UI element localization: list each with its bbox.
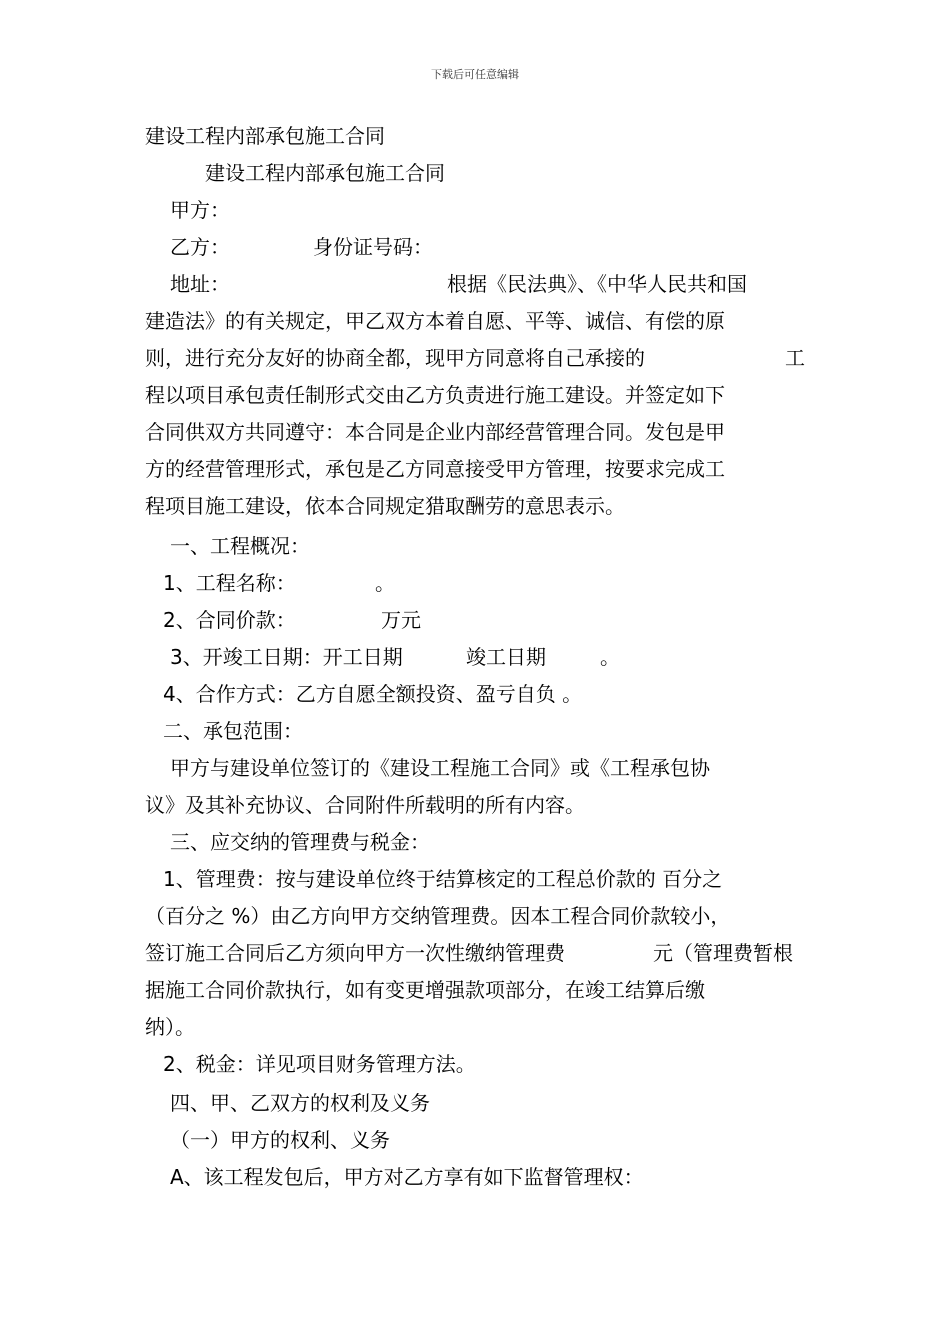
para1-line-6: 方的经营管理形式，承包是乙方同意接受甲方管理，按要求完成工	[145, 457, 725, 481]
scope-line-1: 甲方与建设单位签订的《建设工程施工合同》或《工程承包协	[170, 756, 710, 780]
fee-line-3-text: 签订施工合同后乙方须向甲方一次性缴纳管理费	[145, 941, 565, 965]
item1-end: 。	[375, 571, 395, 595]
para1-line-4: 程以项目承包责任制形式交由乙方负责进行施工建设。并签定如下	[145, 383, 725, 407]
item1-label: 1、工程名称：	[163, 571, 296, 595]
section4-title: 四、甲、乙双方的权利及义务	[170, 1091, 430, 1115]
sub1-title: （一）甲方的权利、义务	[170, 1128, 390, 1152]
tax-line: 2、税金：详见项目财务管理方法。	[163, 1052, 476, 1076]
section1-title: 一、工程概况：	[170, 534, 310, 558]
fee-line-3-tail: 元（管理费暂根	[653, 941, 793, 965]
item4: 4、合作方式：乙方自愿全额投资、盈亏自负 。	[163, 682, 583, 706]
fee-line-1: 1、管理费：按与建设单位终于结算核定的工程总价款的 百分之	[163, 867, 723, 891]
para1-line-1: 根据《民法典》、《中华人民共和国	[447, 272, 747, 296]
section2-title: 二、承包范围：	[163, 719, 303, 743]
scope-line-2: 议》及其补充协议、合同附件所载明的所有内容。	[145, 793, 585, 817]
party-a-label: 甲方：	[170, 198, 230, 222]
para1-line-5: 合同供双方共同遵守：本合同是企业内部经营管理合同。发包是甲	[145, 420, 725, 444]
para1-line-3-tail: 工	[785, 346, 805, 370]
fee-line-3	[145, 935, 810, 971]
fee-line-4: 据施工合同价款执行，如有变更增强款项部分，在竣工结算后缴	[145, 978, 705, 1002]
doc-title: 建设工程内部承包施工合同	[145, 124, 385, 148]
address-line	[170, 266, 810, 302]
item3	[170, 639, 630, 675]
id-number-label: 身份证号码：	[313, 235, 433, 259]
fee-line-2: （百分之 %）由乙方向甲方交纳管理费。因本工程合同价款较小，	[145, 904, 731, 928]
para1-line-3	[145, 340, 805, 376]
item2-unit: 万元	[381, 608, 421, 632]
fee-line-5: 纳）。	[145, 1015, 195, 1039]
centered-title: 建设工程内部承包施工合同	[205, 161, 445, 185]
address-label: 地址：	[170, 272, 230, 296]
item2-label: 2、合同价款：	[163, 608, 296, 632]
para1-line-3-text: 则，进行充分友好的协商全都，现甲方同意将自己承接的	[145, 346, 645, 370]
section3-title: 三、应交纳的管理费与税金：	[170, 830, 430, 854]
item3-end: 。	[600, 645, 620, 669]
party-b-label: 乙方：	[170, 235, 230, 259]
item3-label: 3、开竣工日期：开工日期	[170, 645, 403, 669]
party-b-line	[170, 229, 433, 265]
header-note: 下载后可任意编辑	[431, 68, 519, 81]
para1-line-7: 程项目施工建设，依本合同规定猎取酬劳的意思表示。	[145, 494, 625, 518]
clause-a: A、该工程发包后，甲方对乙方享有如下监督管理权：	[170, 1165, 644, 1189]
para1-line-2: 建造法》的有关规定，甲乙双方本着自愿、平等、诚信、有偿的原	[145, 309, 725, 333]
item2	[163, 602, 463, 638]
item3-completion: 竣工日期	[466, 645, 546, 669]
item1	[163, 565, 463, 601]
